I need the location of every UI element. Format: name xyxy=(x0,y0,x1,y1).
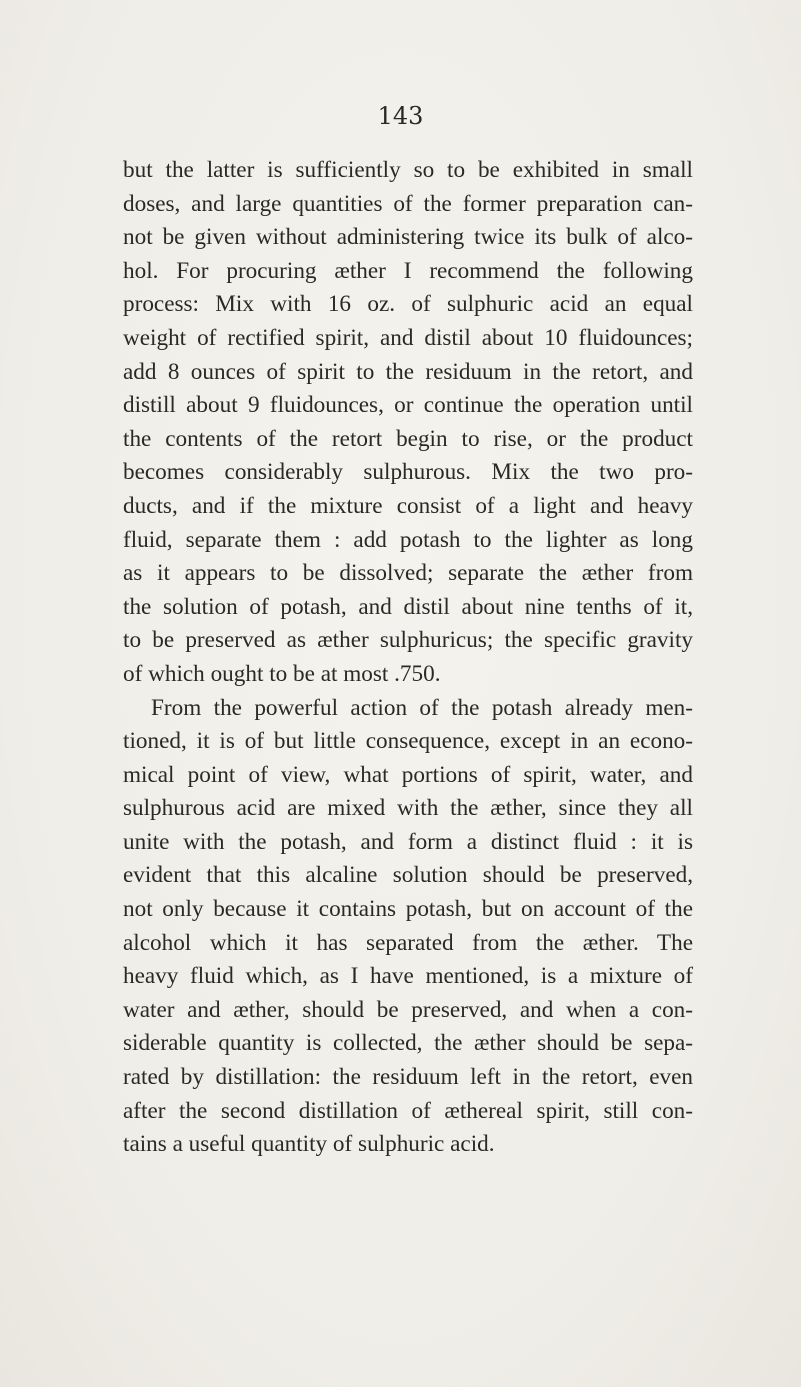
text-line: alcohol which it has separated from the æther. The xyxy=(123,929,693,956)
text-line: From the powerful action of the potash already men- xyxy=(151,694,693,721)
text-line: not be given without administering twice its bulk of alco- xyxy=(123,224,693,251)
text-line: process: Mix with 16 oz. of sulphuric acid an equal xyxy=(123,291,693,318)
text-line: siderable quantity is collected, the æther should be sepa- xyxy=(123,1030,693,1057)
text-line: as it appears to be dissolved; separate the æther from xyxy=(123,560,693,587)
paragraph-1 xyxy=(123,154,693,692)
text-line: evident that this alcaline solution should be preserved, xyxy=(123,862,693,889)
text-line: tains a useful quantity of sulphuric acid. xyxy=(123,1131,495,1158)
text-line: after the second distillation of æthereal spirit, still con- xyxy=(123,1097,693,1124)
body-text xyxy=(123,154,693,1162)
text-line: ducts, and if the mixture consist of a light and heavy xyxy=(123,492,693,519)
text-line: to be preserved as æther sulphuricus; the specific gravity xyxy=(123,627,693,654)
text-line: tioned, it is of but little consequence, except in an econo- xyxy=(123,728,693,755)
text-line: doses, and large quantities of the former preparation can- xyxy=(123,190,693,217)
text-line: of which ought to be at most .750. xyxy=(123,660,441,687)
page-number: 143 xyxy=(377,102,424,130)
text-line: add 8 ounces of spirit to the residuum in the retort, and xyxy=(123,358,693,385)
text-line: weight of rectified spirit, and distil about 10 fluidounces; xyxy=(123,324,693,351)
text-line: the solution of potash, and distil about nine tenths of it, xyxy=(123,593,693,620)
text-line: hol. For procuring æther I recommend the following xyxy=(123,257,693,284)
text-line: sulphurous acid are mixed with the æther, since they all xyxy=(123,795,693,822)
text-line: heavy fluid which, as I have mentioned, is a mixture of xyxy=(123,963,693,990)
text-line: but the latter is sufficiently so to be exhibited in small xyxy=(123,157,693,183)
text-line: unite with the potash, and form a distinct fluid : it is xyxy=(123,828,693,855)
text-line: rated by distillation: the residuum left in the retort, even xyxy=(123,1064,693,1091)
text-line: distill about 9 fluidounces, or continue the operation until xyxy=(123,392,693,419)
text-line: not only because it contains potash, but on account of the xyxy=(123,896,693,923)
text-line: fluid, separate them : add potash to the lighter as long xyxy=(123,526,693,553)
text-line: mical point of view, what portions of spirit, water, and xyxy=(123,761,693,788)
text-line: the contents of the retort begin to rise, or the product xyxy=(123,425,693,452)
text-line: water and æther, should be preserved, and when a con- xyxy=(123,996,693,1023)
text-line: becomes considerably sulphurous. Mix the two pro- xyxy=(123,459,693,486)
paragraph-2 xyxy=(123,692,693,1162)
